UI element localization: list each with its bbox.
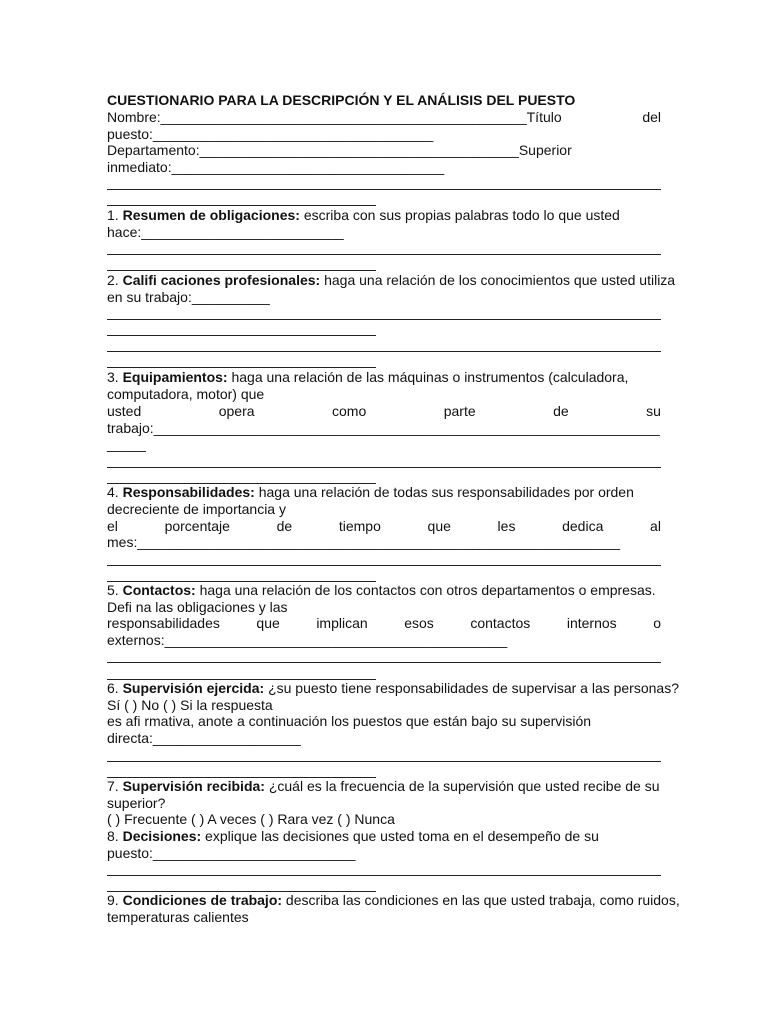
supervisor-field-line: inmediato:___________________________________ [107,159,445,175]
answer-line [107,335,376,336]
question-2-line-1: 2. Califi caciones profesionales: haga una relación de los conocimientos que usted utiliza [107,272,676,288]
answer-line [107,565,661,566]
question-3-line-2: computadora, motor) que [107,386,265,402]
answer-line [107,875,661,876]
question-2-line-2: en su trabajo:__________ [107,289,270,305]
answer-line [107,205,376,206]
answer-line [107,467,661,468]
question-7-label: Supervisión recibida: [122,778,265,794]
question-7-line-1: 7. Supervisión recibida: ¿cuál es la frecuencia de la supervisión que usted recibe de su [107,778,660,794]
question-3-line-4: trabajo:_________________________________________________________________ [107,420,660,436]
question-5-line-3: responsabilidades que implican esos contactos internos o [107,615,661,631]
question-7-line-2: superior? [107,795,166,811]
answer-line [107,254,661,255]
question-4-label: Responsabilidades: [122,484,255,500]
question-4-line-1: 4. Responsabilidades: haga una relación de todas sus responsabilidades por orden [107,484,634,500]
question-9-line-2: temperaturas calientes [107,909,249,925]
question-2-label: Califi caciones profesionales: [122,272,321,288]
question-4-line-4: mes:______________________________________________________________ [107,534,621,550]
answer-line [107,351,661,352]
question-9-label: Condiciones de trabajo: [122,892,283,908]
question-9-line-1: 9. Condiciones de trabajo: describa las condiciones en las que usted trabaja, como ruidos, [107,892,680,908]
question-4-line-2: decreciente de importancia y [107,501,286,517]
question-5-line-1: 5. Contactos: haga una relación de los contactos con otros departamentos o empresas. [107,582,656,598]
question-1-line-2: hace:__________________________ [107,224,344,240]
question-6-line-1: 6. Supervisión ejercida: ¿su puesto tiene responsabilidades de supervisar a las personas? [107,680,679,696]
document-title: CUESTIONARIO PARA LA DESCRIPCIÓN Y EL ANÁLISIS DEL PUESTO [107,92,576,108]
question-8-line-1: 8. Decisiones: explique las decisiones que usted toma en el desempeño de su [107,828,599,844]
question-3-label: Equipamientos: [122,369,228,385]
question-7-options: ( ) Frecuente ( ) A veces ( ) Rara vez ( ) Nunca [107,811,395,827]
answer-line [107,319,661,320]
answer-line [107,367,376,368]
question-3-line-3: usted opera como parte de su [107,403,661,419]
answer-line [107,189,661,190]
position-field-line: puesto:____________________________________ [107,126,434,142]
department-field-line: Departamento:_________________________________________Superior [107,142,572,158]
question-6-line-4: directa:___________________ [107,730,301,746]
answer-line [107,662,661,663]
question-3-line-1: 3. Equipamientos: haga una relación de las máquinas o instrumentos (calculadora, [107,369,629,385]
name-field-line [107,109,661,126]
answer-line [107,270,376,271]
question-6-label: Supervisión ejercida: [122,680,265,696]
question-1-line-1: 1. Resumen de obligaciones: escriba con sus propias palabras todo lo que usted [107,207,620,223]
question-6-line-3: es afi rmativa, anote a continuación los puestos que están bajo su supervisión [107,713,592,729]
question-1-label: Resumen de obligaciones: [122,207,300,223]
question-6-line-2: Sí ( ) No ( ) Si la respuesta [107,697,273,713]
question-5-line-4: externos:____________________________________________ [107,632,508,648]
name-label: Nombre:_______________________________________________Título [107,109,562,125]
question-3-line-5: _____ [107,436,146,452]
question-8-line-2: puesto:__________________________ [107,845,356,861]
question-8-label: Decisiones: [122,828,202,844]
question-5-label: Contactos: [122,582,196,598]
answer-line [107,761,661,762]
question-4-line-3: el porcentaje de tiempo que les dedica al [107,518,661,534]
question-5-line-2: Defi na las obligaciones y las [107,599,288,615]
job-title-label-end: del [642,109,661,125]
